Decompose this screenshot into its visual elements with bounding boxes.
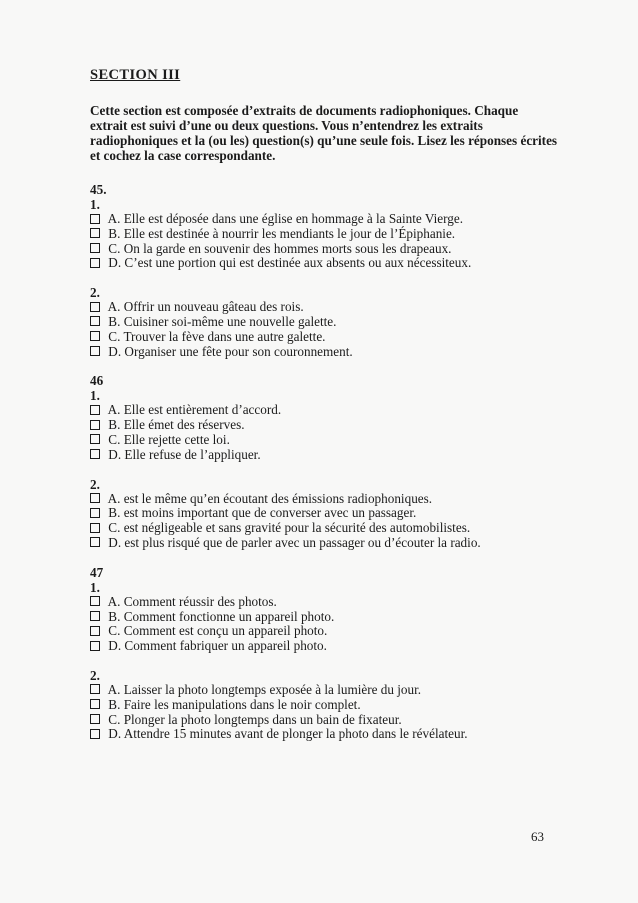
option-text: est plus risqué que de parler avec un passager ou d’écouter la radio. [124,534,481,550]
option-letter: C. [108,623,121,639]
checkbox[interactable] [90,626,100,636]
answer-option [90,448,565,463]
checkbox[interactable] [90,449,100,459]
option-text: Cuisiner soi-même une nouvelle galette. [123,313,337,329]
answer-option [90,227,565,242]
checkbox[interactable] [90,316,100,326]
option-letter: D. [108,446,122,462]
option-text: Elle est destinée à nourrir les mendiants le jour de l’Épiphanie. [123,225,456,241]
answer-option [90,624,565,639]
option-letter: C. [108,328,121,344]
option-text: Organiser une fête pour son couronnement. [124,343,353,359]
option-letter: A. [107,593,121,609]
option-letter: D. [108,534,122,550]
option-letter: B. [108,313,121,329]
option-text: C’est une portion qui est destinée aux absents ou aux nécessiteux. [124,255,472,271]
answer-option [90,418,565,433]
option-letter: A. [107,681,121,697]
instruction-line: et cochez la case correspondante. [90,148,276,163]
question-45 [90,182,565,359]
subquestion-number: 1. [90,388,100,404]
answer-option [90,610,565,625]
checkbox[interactable] [90,434,100,444]
answer-option [90,212,565,227]
answer-option [90,330,565,345]
checkbox[interactable] [90,596,100,606]
option-letter: C. [108,520,121,536]
option-letter: B. [108,417,121,433]
checkbox[interactable] [90,405,100,415]
option-letter: B. [108,608,121,624]
answer-option [90,300,565,315]
option-text: Comment fabriquer un appareil photo. [124,638,327,654]
checkbox[interactable] [90,228,100,238]
instruction-line: radiophoniques et la (ou les) question(s) qu’une seule fois. Lisez les réponses écrites [90,133,558,148]
subquestion-45-1 [90,197,565,271]
checkbox[interactable] [90,493,100,503]
checkbox[interactable] [90,420,100,430]
checkbox[interactable] [90,258,100,268]
checkbox[interactable] [90,641,100,651]
option-letter: C. [108,431,121,447]
option-letter: B. [108,225,121,241]
page-content [90,67,565,742]
option-text: Comment est conçu un appareil photo. [123,623,328,639]
option-text: Faire les manipulations dans le noir complet. [123,696,361,712]
option-text: Attendre 15 minutes avant de plonger la photo dans le révélateur. [123,726,468,742]
option-letter: A. [107,490,121,506]
option-text: Trouver la fève dans une autre galette. [123,328,326,344]
checkbox[interactable] [90,523,100,533]
answer-option [90,536,565,551]
question-46 [90,373,565,550]
option-text: Comment réussir des photos. [123,593,277,609]
question-number: 45. [90,182,107,197]
answer-option [90,727,565,742]
option-text: Elle rejette cette loi. [123,431,230,447]
answer-option [90,315,565,330]
option-letter: D. [108,255,122,271]
checkbox[interactable] [90,331,100,341]
checkbox[interactable] [90,611,100,621]
option-letter: B. [108,505,121,521]
answer-option [90,639,565,654]
option-text: est négligeable et sans gravité pour la sécurité des automobilistes. [123,520,471,536]
option-text: Plonger la photo longtemps dans un bain de fixateur. [123,711,402,727]
subquestion-number: 2. [90,667,100,683]
option-letter: D. [108,638,122,654]
section-title: SECTION III [90,67,181,83]
subquestion-46-1 [90,388,565,462]
answer-option [90,521,565,536]
checkbox[interactable] [90,302,100,312]
page-number: 63 [531,829,544,844]
subquestion-number: 2. [90,476,100,492]
answer-option [90,698,565,713]
answer-option [90,433,565,448]
subquestion-number: 2. [90,285,100,301]
answer-option [90,713,565,728]
option-letter: A. [107,211,121,226]
answer-option [90,345,565,360]
subquestion-45-2 [90,285,565,359]
answer-option [90,492,565,507]
section-instructions [90,103,565,163]
option-text: Elle est entièrement d’accord. [123,402,282,418]
option-text: est le même qu’en écoutant des émissions radiophoniques. [123,490,433,506]
option-text: Elle émet des réserves. [123,417,245,433]
option-text: est moins important que de converser avec un passager. [123,505,417,521]
answer-option [90,595,565,610]
option-letter: D. [108,343,122,359]
answer-option [90,256,565,271]
subquestion-number: 1. [90,197,100,212]
question-number: 46 [90,373,104,389]
option-letter: D. [108,726,122,742]
option-text: Elle refuse de l’appliquer. [124,446,261,462]
checkbox[interactable] [90,214,100,224]
subquestion-number: 1. [90,579,100,595]
question-47 [90,565,565,742]
option-text: Elle est déposée dans une église en hommage à la Sainte Vierge. [123,211,463,226]
instruction-line: extrait est suivi d’une ou deux questions. Vous n’entendrez les extraits [90,118,483,133]
checkbox[interactable] [90,729,100,739]
checkbox[interactable] [90,508,100,518]
option-text: Comment fonctionne un appareil photo. [123,608,335,624]
checkbox[interactable] [90,243,100,253]
question-number: 47 [90,564,104,580]
subquestion-46-2 [90,477,565,551]
option-letter: C. [108,240,121,256]
checkbox[interactable] [90,684,100,694]
checkbox[interactable] [90,699,100,709]
answer-option [90,242,565,257]
option-letter: A. [107,299,121,315]
option-letter: A. [107,402,121,418]
subquestion-47-2 [90,668,565,742]
option-letter: C. [108,711,121,727]
instruction-line: Cette section est composée d’extraits de documents radiophoniques. Chaque [90,103,519,118]
checkbox[interactable] [90,537,100,547]
answer-option [90,403,565,418]
answer-option [90,683,565,698]
option-text: Offrir un nouveau gâteau des rois. [123,299,304,315]
option-text: Laisser la photo longtemps exposée à la lumière du jour. [123,681,422,697]
checkbox[interactable] [90,714,100,724]
subquestion-47-1 [90,580,565,654]
option-text: On la garde en souvenir des hommes morts sous les drapeaux. [123,240,452,256]
option-letter: B. [108,696,121,712]
checkbox[interactable] [90,346,100,356]
answer-option [90,506,565,521]
